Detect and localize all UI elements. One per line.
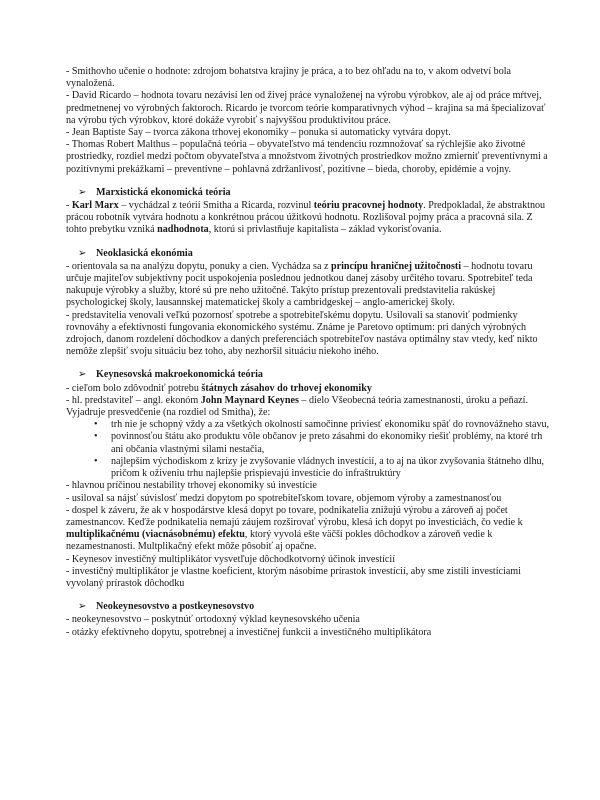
paragraph-ricardo: - David Ricardo – hodnota tovaru nezávisí len od živej práce vynaloženej na výrobu výrobkov, ale aj od práce mŕtvej, predmetnenej vo výrobných faktoroch. Ricardo je tvorcom teórie komparatívnych výhod – krajina sa má špecializovať na výrobu tých výrobkov, ktoré dokáže vyrobiť s najvyššou produktivitou práce. — [66, 90, 546, 126]
heading-neokeynesian-text: Neokeynesovstvo a postkeynesovstvo — [96, 601, 255, 613]
paragraph-smith: - Smithovho učenie o hodnote: zdrojom bohatstva krajiny je práca, a to bez ohľadu na to, v akom odvetví bola vynaložená. — [66, 66, 512, 90]
paragraph-neokeynesian-2: - otázky efektívneho dopytu, spotrebnej a investičnej funkcii a investičného multiplikátora — [66, 626, 432, 638]
list-item: • povinnosťou štátu ako produktu vôle občanov je preto zásahmi do ekonomiky riešiť problémy, na ktoré trh ani občania vlastnými silami nestačia, — [94, 431, 552, 455]
paragraph-keynes-representative: - hl. predstaviteľ – angl. ekonóm John Maynard Keynes – dielo Všeobecná teória zamestnanosti, úroku a peňazí. Vyjadruje presvedčenie (na rozdiel od Smitha), že: — [66, 394, 528, 419]
term-karl-marx: Karl Marx — [71, 200, 119, 212]
heading-neoclassical-text: Neoklasická ekonómia — [96, 247, 193, 259]
list-item: • trh nie je schopný vždy a za všetkých okolností samočinne priviesť ekonomiku späť do rovnovážneho stavu, — [94, 419, 552, 431]
arrow-marker-icon: ➢ — [78, 601, 87, 613]
heading-marxist — [66, 187, 552, 199]
term-labor-value: teóriu pracovnej hodnoty — [313, 200, 424, 212]
paragraph-neokeynesian-1: - neokeynesovstvo – poskytnúť ortodoxný výklad keynesovského učenia — [66, 614, 360, 626]
term-state-intervention: štátnych zásahov do trhovej ekonomiky — [201, 382, 372, 394]
term-multiplier-effect: multiplikačnému (viacnásobnému) efektu — [66, 529, 245, 541]
paragraph-keynes-goal: - cieľom bolo zdôvodniť potrebu štátnych zásahov do trhovej ekonomiky — [66, 382, 372, 394]
paragraph-keynes-5: - dospel k záveru, že ak v hospodárstve klesá dopyt po tovare, podnikatelia znižujú výrobu a zároveň aj počet zamestnancov. Keďže podnikatelia nemajú záujem rozširovať výrobu, klesá ich dopyt po investíciách, čo vedie k multiplikačnému (viacnásobnému) efektu, ktorý vyvolá ešte väčší pokles dôchodkov a zároveň vedie k nezamestnanosti. Multplikačný efekt môže pôsobiť aj opačne. — [66, 504, 523, 553]
list-item: • najlepším východiskom z krízy je zvyšovanie vládnych investícií, a to aj na úkor zvyšovania štátneho dlhu, pričom k oživeniu trhu najlepšie prispievajú investície do infraštruktúry — [94, 456, 552, 480]
section-gap — [66, 358, 552, 369]
term-surplus-value: nadhodnota — [157, 224, 209, 236]
heading-neoclassical — [66, 248, 552, 260]
arrow-marker-icon: ➢ — [78, 247, 87, 259]
heading-marxist-text: Marxistická ekonomická teória — [96, 186, 231, 198]
heading-neokeynesian — [66, 601, 552, 613]
heading-keynesian-text: Keynesovská makroekonomická teória — [96, 369, 263, 381]
paragraph-marx: - Karl Marx – vychádzal z teórií Smitha a Ricarda, rozvinul teóriu pracovnej hodnoty. Predpokladal, že abstraktnou prácou robotník vytvára hodnotu a konkrétnou prácou úžitkovú hodnotu. Rozlišoval pojmy práca a pracovná sila. Z tohto prebytku vzniká nadhodnota, ktorú si privlastňuje kapitalista – základ vykorisťovania. — [66, 200, 546, 236]
paragraph-keynes-7: - investičný multiplikátor je vlastne koeficient, ktorým násobíme prírastok investícií, aby sme zistili investíciami vyvolaný prírastok dôchodku — [66, 565, 521, 589]
paragraph-malthus: - Thomas Robert Malthus – populačná teória – obyvateľstvo má tendenciu rozmnožovať sa rýchlejšie ako životné prostriedky, rozdiel medzi počtom obyvateľstva a množstvom životných prostriedkov možno zmierniť preventívnymi a pozitívnymi prekážkami – preventívne – pohlavná zdržanlivosť, pozitívne – bieda, choroby, epidémie a vojny. — [66, 139, 548, 175]
arrow-marker-icon: ➢ — [78, 369, 87, 381]
keynes-bullet-list — [66, 419, 552, 480]
paragraph-keynes-4: - usiloval sa nájsť súvislosť medzi dopytom po spotrebiteľskom tovare, objemom výroby a zamestnanosťou — [66, 492, 502, 504]
paragraph-keynes-6: - Keynesov investičný multiplikátor vysvetľuje dôchodkotvorný účinok investícií — [66, 553, 396, 565]
section-gap — [66, 590, 552, 601]
section-gap — [66, 176, 552, 187]
arrow-marker-icon: ➢ — [78, 186, 87, 198]
paragraph-neoclassical-2: - predstavitelia venovali veľkú pozornosť spotrebe a spotrebiteľskému dopytu. Usilovali sa stanoviť podmienky rovnováhy a efektívnosti fungovania ekonomického systému. Známe je Paretovo optimum: pri daných výrobných zdrojoch, danom rozdelení dôchodkov a daných preferenciách spotrebiteľov nastáva optimálny stav vtedy, keď nikto nemôže zlepšiť svoju situáciu bez toho, aby nezhoršil situáciu niekoho iného. — [66, 309, 538, 358]
term-john-maynard-keynes: John Maynard Keynes — [200, 394, 299, 406]
term-marginal-utility: princípu hraničnej užitočnosti — [330, 260, 462, 272]
paragraph-neoclassical-1: - orientovala sa na analýzu dopytu, ponuky a cien. Vychádza sa z princípu hraničnej užitočnosti – hodnotu tovaru určuje majiteľov subjektívny pocit uspokojenia poslednou jednotkou danej zásoby určitého tovaru. Spotrebiteľ teda nakupuje výrobky a služby, ktoré sú pre neho užitočné. Takýto prístup prezentovali predstavitelia rakúskej psychologickej školy, lausannskej matematickej školy a cambridgeskej – anglo-americkej školy. — [66, 260, 533, 309]
heading-keynesian — [66, 369, 552, 381]
section-gap — [66, 237, 552, 248]
paragraph-say: - Jean Baptiste Say – tvorca zákona trhovej ekonomiky – ponuka si automaticky vytvára dopyt. — [66, 127, 451, 139]
paragraph-keynes-3: - hlavnou príčinou nestability trhovej ekonomiky sú investície — [66, 480, 317, 492]
